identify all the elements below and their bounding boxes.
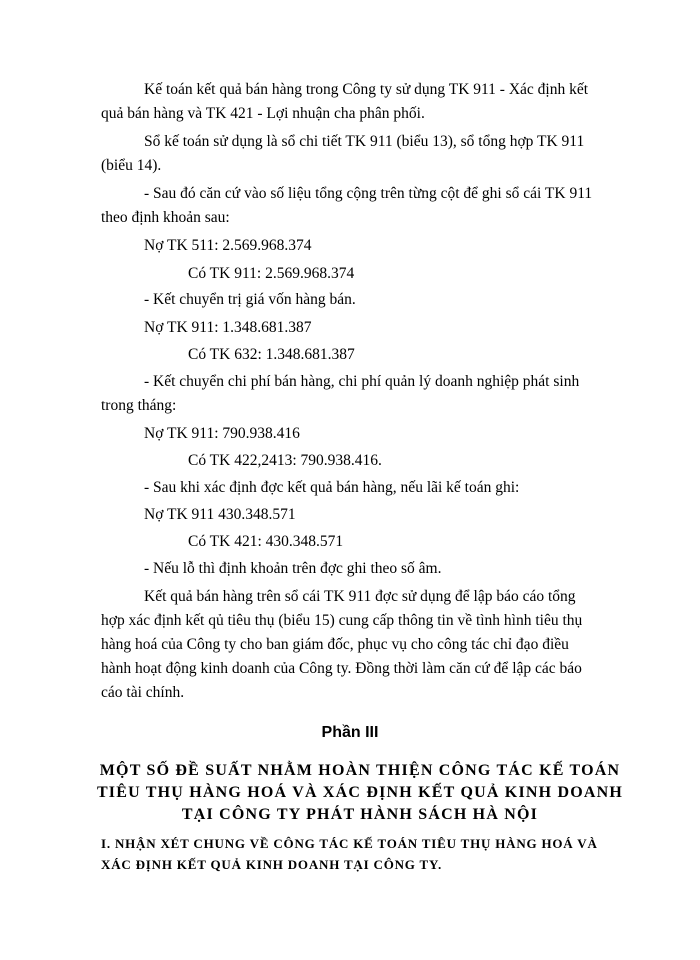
paragraph-line: (biểu 14). [101,157,162,174]
paragraph-line: hàng hoá của Công ty cho ban giám đốc, phục vụ cho công tác chỉ đạo điều [101,636,569,653]
paragraph-line: hành hoạt động kinh doanh của Công ty. Đồng thời làm căn cứ để lập các báo [101,660,582,677]
paragraph-line: Kế toán kết quả bán hàng trong Công ty sử dụng TK 911 - Xác định kết [144,81,589,98]
chapter-title-line: TẠI CÔNG TY PHÁT HÀNH SÁCH HÀ NỘI [181,806,539,823]
section-heading-line: I. NHẬN XÉT CHUNG VỀ CÔNG TÁC KẾ TOÁN TIÊU THỤ HÀNG HOÁ VÀ [101,836,598,851]
journal-entry-debit: Nợ TK 911 430.348.571 [144,506,296,523]
paragraph-line: - Sau khi xác định đợc kết quả bán hàng, nếu lãi kế toán ghi: [144,479,520,496]
journal-entry-credit: Có TK 632: 1.348.681.387 [188,346,355,363]
journal-entry-debit: Nợ TK 911: 1.348.681.387 [144,319,312,336]
paragraph-line: theo định khoản sau: [101,209,230,226]
section-heading-line: XÁC ĐỊNH KẾT QUẢ KINH DOANH TẠI CÔNG TY. [101,857,443,872]
journal-entry-credit: Có TK 421: 430.348.571 [188,533,344,550]
paragraph-line: - Kết chuyển chi phí bán hàng, chi phí quản lý doanh nghiệp phát sinh [144,373,580,390]
paragraph-line: - Nếu lỗ thì định khoản trên đợc ghi theo số âm. [144,560,442,577]
journal-entry-debit: Nợ TK 911: 790.938.416 [144,425,300,442]
paragraph-line: quả bán hàng và TK 421 - Lợi nhuận cha phân phối. [101,105,425,122]
paragraph-line: Sổ kế toán sử dụng là sổ chi tiết TK 911 (biểu 13), sổ tổng hợp TK 911 [144,133,585,150]
paragraph-line: - Sau đó căn cứ vào số liệu tổng cộng trên từng cột để ghi sổ cái TK 911 [144,185,593,202]
journal-entry-credit: Có TK 911: 2.569.968.374 [188,265,355,282]
journal-entry-credit: Có TK 422,2413: 790.938.416. [188,452,382,469]
paragraph-line: trong tháng: [101,397,177,414]
paragraph-line: - Kết chuyển trị giá vốn hàng bán. [144,291,356,308]
part-heading: Phần III [321,724,379,741]
journal-entry-debit: Nợ TK 511: 2.569.968.374 [144,237,312,254]
paragraph-line: hợp xác định kết qủ tiêu thụ (biểu 15) cung cấp thông tin về tình hình tiêu thụ [101,612,583,629]
paragraph-line: cáo tài chính. [101,684,185,701]
paragraph-line: Kết quả bán hàng trên sổ cái TK 911 đợc sử dụng để lập báo cáo tổng [144,588,576,605]
chapter-title-line: MỘT SỐ ĐỀ SUẤT NHẰM HOÀN THIỆN CÔNG TÁC KẾ TOÁN [99,762,621,779]
chapter-title-line: TIÊU THỤ HÀNG HOÁ VÀ XÁC ĐỊNH KẾT QUẢ KINH DOANH [96,784,624,801]
